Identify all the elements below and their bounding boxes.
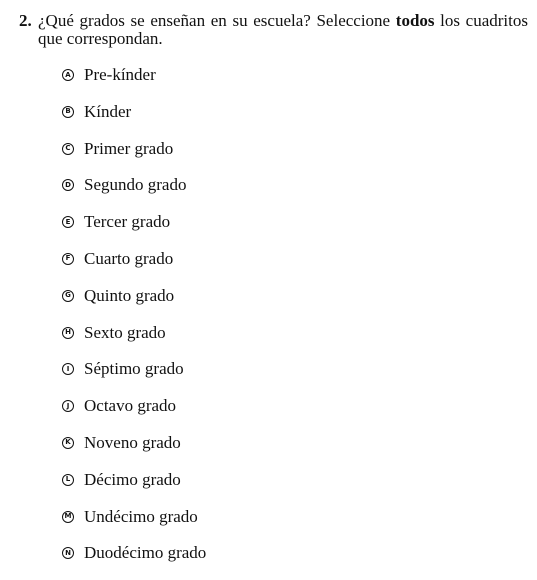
option-bubble-n-icon[interactable]: N xyxy=(62,547,74,559)
option-label: Pre-kínder xyxy=(84,65,156,84)
question-number: 2. xyxy=(19,11,32,30)
option-primer-grado[interactable] xyxy=(62,139,206,176)
option-bubble-b-icon[interactable]: B xyxy=(62,106,74,118)
option-noveno-grado[interactable] xyxy=(62,433,206,470)
question-block xyxy=(19,11,528,48)
option-kinder[interactable] xyxy=(62,102,206,139)
option-label: Primer grado xyxy=(84,138,174,158)
question-text xyxy=(38,11,528,48)
option-pre-kinder[interactable] xyxy=(62,65,206,102)
option-label: Tercer grado xyxy=(84,212,171,232)
option-label: Duodécimo grado xyxy=(84,543,207,563)
answer-options-list xyxy=(62,65,206,580)
option-bubble-a-icon[interactable]: A xyxy=(62,69,74,81)
option-label: Quinto grado xyxy=(84,285,175,305)
question-text-end: los cuadritos que correspondan. xyxy=(38,11,528,48)
option-label: Octavo grado xyxy=(84,396,177,416)
question-text-start: ¿Qué grados se enseñan en su escuela? Seleccione xyxy=(38,11,396,30)
option-bubble-d-icon[interactable]: D xyxy=(62,179,74,191)
option-septimo-grado[interactable] xyxy=(62,359,206,396)
question-text-emphasis: todos xyxy=(395,11,435,30)
option-bubble-i-icon[interactable]: I xyxy=(62,363,74,375)
option-label: Kínder xyxy=(84,101,132,121)
option-bubble-c-icon[interactable]: C xyxy=(62,143,74,155)
option-bubble-e-icon[interactable]: E xyxy=(62,216,74,228)
option-decimo-grado[interactable] xyxy=(62,470,206,507)
option-bubble-k-icon[interactable]: K xyxy=(62,437,74,449)
option-label: Segundo grado xyxy=(84,175,187,195)
option-segundo-grado[interactable] xyxy=(62,175,206,212)
option-tercer-grado[interactable] xyxy=(62,212,206,249)
option-bubble-l-icon[interactable]: L xyxy=(62,474,74,486)
option-label: Noveno grado xyxy=(84,432,181,452)
option-bubble-f-icon[interactable]: F xyxy=(62,253,74,265)
option-bubble-h-icon[interactable]: H xyxy=(62,327,74,339)
option-bubble-j-icon[interactable]: J xyxy=(62,400,74,412)
option-cuarto-grado[interactable] xyxy=(62,249,206,286)
option-quinto-grado[interactable] xyxy=(62,286,206,323)
option-label: Décimo grado xyxy=(84,469,181,489)
option-label: Séptimo grado xyxy=(84,359,184,379)
option-bubble-m-icon[interactable]: M xyxy=(62,511,74,523)
option-bubble-g-icon[interactable]: G xyxy=(62,290,74,302)
option-sexto-grado[interactable] xyxy=(62,323,206,360)
option-label: Undécimo grado xyxy=(84,506,198,526)
option-undecimo-grado[interactable] xyxy=(62,507,206,544)
option-octavo-grado[interactable] xyxy=(62,396,206,433)
option-label: Cuarto grado xyxy=(84,248,174,268)
option-label: Sexto grado xyxy=(84,322,166,342)
